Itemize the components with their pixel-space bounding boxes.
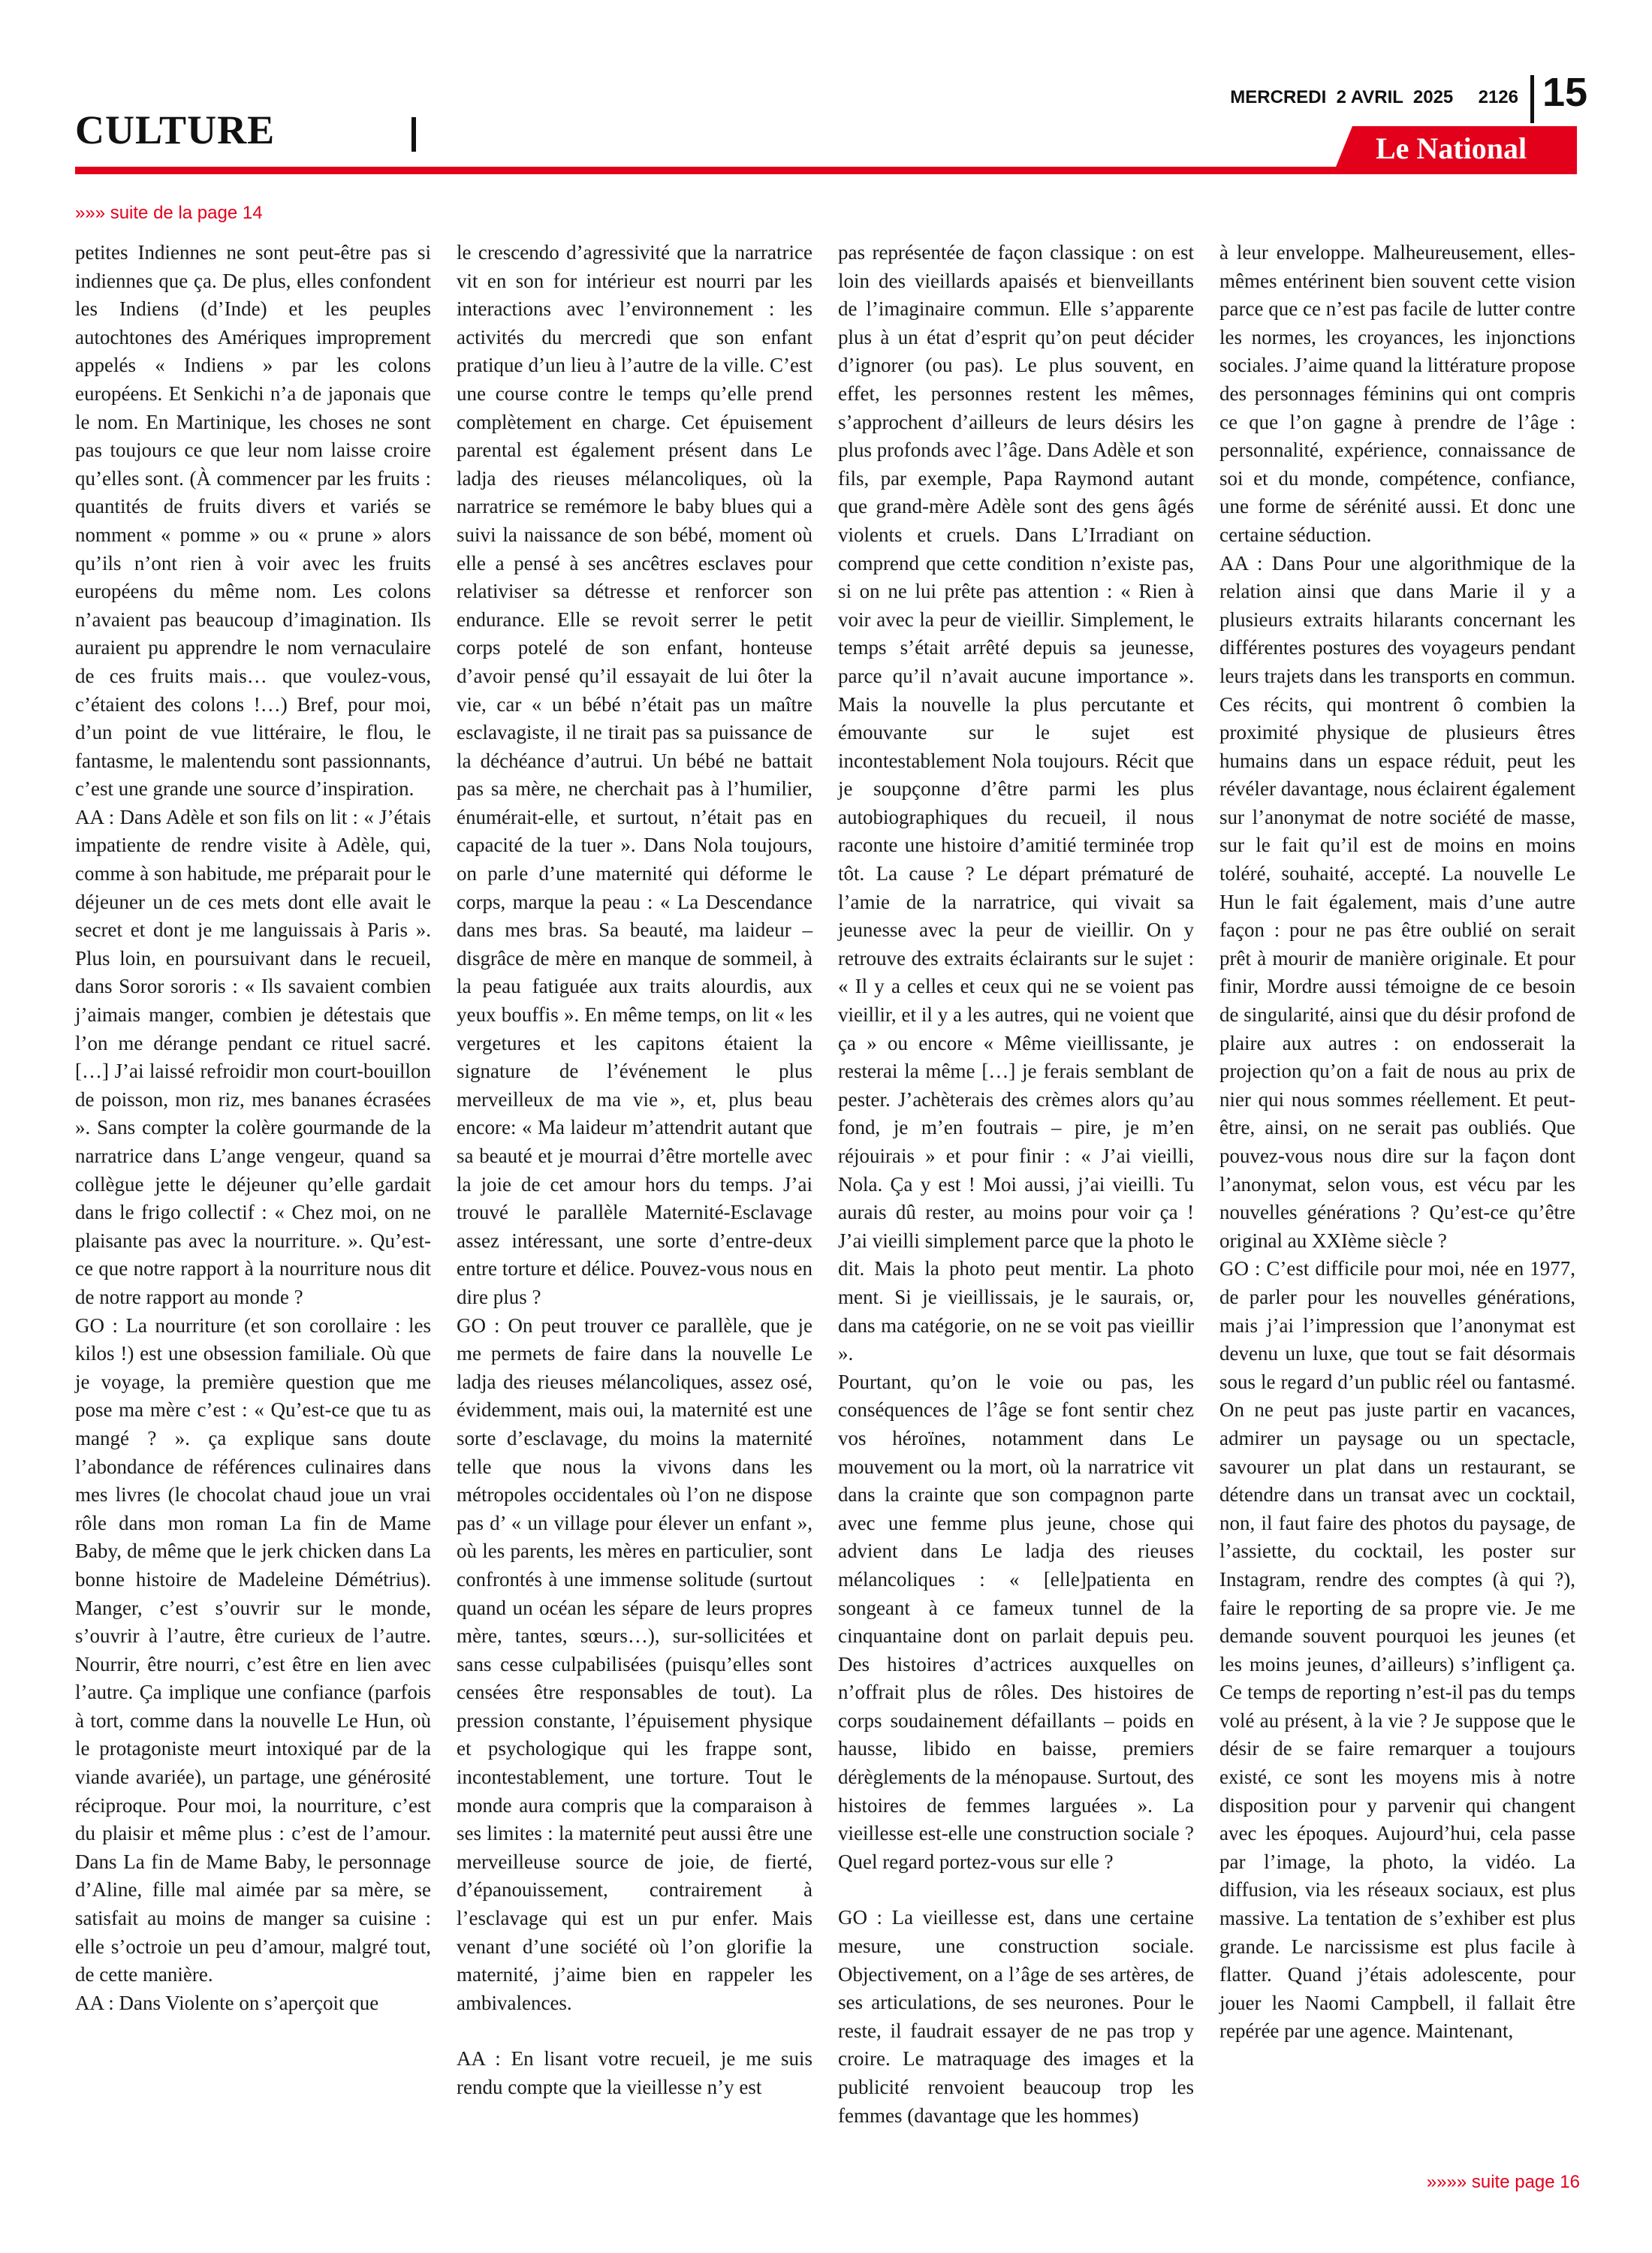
page-number-divider [1530,75,1534,123]
article-column-3 [838,239,1194,2130]
paragraph: à leur enveloppe. Malheureusement, elles-mêmes entérinent bien souvent cette vision parce que ce n’est pas facile de lutter contre les normes, les croyances, les injonctions sociales. J’aime quand la littérature propose des personnages féminins qui ont compris ce que l’on gagne à prendre de l’âge : personnalité, expérience, connaissance de soi et du monde, compétence, confiance, une forme de sérénité aussi. Et donc une certaine séduction. [1219,241,1575,546]
paragraph: petites Indiennes ne sont peut-être pas si indiennes que ça. De plus, elles confondent les Indiens (d’Inde) et les peuples autochtones des Amériques improprement appelés « Indiens » par les colons européens. Et Senkichi n’a de japonais que le nom. En Martinique, les choses ne sont pas toujours ce que leur nom laisse croire qu’elles sont. (À commencer par les fruits : quantités de fruits divers et variés se nomment « pomme » ou « prune » alors qu’ils n’ont rien à voir avec les fruits européens du même nom. Les colons n’avaient pas beaucoup d’imagination. Ils auraient pu apprendre le nom vernaculaire de ces fruits mais… que voulez-vous, c’étaient des colons !…) Bref, pour moi, d’un point de vue littéraire, le flou, le fantasme, le malentendu sont passionnants, c’est une grande une source d’inspiration. [75,241,431,801]
section-title-bar [411,117,416,152]
article-column-2 [457,239,812,2102]
issue-date-line [1230,87,1518,108]
paragraph: GO : La nourriture (et son corollaire : les kilos !) est une obsession familiale. Où que je voyage, la première question que me pose ma mère c’est : « Qu’est-ce que tu as mangé ? ». ça explique sans doute l’abondance de références culinaires dans mes livres (le chocolat chaud joue un vrai rôle dans mon roman La fin de Mame Baby, de même que le jerk chicken dans La bonne histoire de Madeleine Démétrius). Manger, c’est s’ouvrir sur le monde, s’ouvrir à l’autre, être curieux de l’autre. Nourrir, être nourri, c’est être en lien avec l’autre. Ça implique une confiance (parfois à tort, comme dans la nouvelle Le Hun, où le protagoniste meurt intoxiqué par de la viande avariée), un partage, une générosité réciproque. Pour moi, la nourriture, c’est du plaisir et même plus : c’est de l’amour. Dans La fin de Mame Baby, le personnage d’Aline, fille mal aimée par sa mère, se satisfait au moins de manger sa cuisine : elle s’octroie un peu d’amour, malgré tout, de cette manière. [75,1313,431,1986]
brand-name: Le National [1376,131,1527,165]
paragraph: GO : La vieillesse est, dans une certaine mesure, une construction sociale. Objectivement, on a l’âge de ses artères, de ses articulations, de ses neurones. Pour le reste, il faudrait essayer de ne pas trop y croire. Le matraquage des images et la publicité renvoient beaucoup trop les femmes (davantage que les hommes) [838,1906,1194,2127]
paragraph: GO : C’est difficile pour moi, née en 1977, de parler pour les nouvelles générations, mais j’ai l’impression que l’anonymat est devenu un luxe, que tout se fait désormais sous le regard d’un public réel ou fantasmé. On ne peut pas juste partir en vacances, admirer un paysage ou un spectacle, savourer un plat dans un restaurant, se détendre dans un transat avec un cocktail, non, il faut faire des photos du paysage, de l’assiette, du cocktail, les poster sur Instagram, rendre des comptes (à qui ?), faire le reporting de sa propre vie. Je me demande souvent pourquoi les jeunes (et les moins jeunes, d’ailleurs) s’infligent ça. Ce temps de reporting n’est-il pas du temps volé au présent, à la vie ? Je suppose que le désir de se faire remarquer a toujours existé, ce sont les moyens mis à notre disposition pour y parvenir qui changent avec les époques. Aujourd’hui, cela passe par l’image, la photo, la vidéo. La diffusion, via les réseaux sociaux, est plus massive. La tentation de s’exhiber est plus grande. Le narcissisme est plus facile à flatter. Quand j’étais adolescente, pour jouer les Naomi Campbell, il fallait être repérée par une agence. Maintenant, [1219,1257,1575,2043]
publication-date: MERCREDI 2 AVRIL 2025 [1230,87,1454,107]
paragraph: AA : Dans Violente on s’aperçoit que [75,1991,379,2014]
paragraph: le crescendo d’agressivité que la narratrice vit en son for intérieur est nourri par les interactions avec l’environnement : les activités du mercredi que son enfant pratique d’un lieu à l’autre de la ville. C’est une course contre le temps qu’elle prend complètement en charge. Cet épuisement parental est également présent dans Le ladja des rieuses mélancoliques, où la narratrice se remémore le baby blues qui a suivi la naissance de son bébé, moment où elle a pensé à ses ancêtres esclaves pour relativiser sa détresse et renforcer son endurance. Elle se revoit serrer le petit corps potelé de son enfant, honteuse d’avoir pensé qu’il essayait de lui ôter la vie, car « un bébé n’était pas un maître esclavagiste, il ne tirait pas sa puissance de la déchéance d’autrui. Un bébé ne battait pas sa mère, ne cherchait pas à l’humilier, énumérait-elle, et surtout, n’était pas en capacité de la tuer ». Dans Nola toujours, on parle d’une maternité qui déforme le corps, marque la peau : « La Descendance dans mes bras. Sa beauté, ma laideur – disgrâce de mère en manque de sommeil, à la peau fatiguée aux traits alourdis, aux yeux bouffis ». En même temps, on lit « les vergetures et les capitons étaient la signature de l’événement le plus merveilleux de ma vie », et, plus beau encore: « Ma laideur m’attendrit autant que sa beauté et je mourrai d’être mortelle avec la joie de cet amour hors du temps. J’ai trouvé le parallèle Maternité-Esclavage assez intéressant, une sorte d’entre-deux entre torture et délice. Pouvez-vous nous en dire plus ? [457,241,812,1308]
paragraph: AA : En lisant votre recueil, je me suis rendu compte que la vieillesse n’y est [457,2047,812,2098]
paragraph: AA : Dans Adèle et son fils on lit : « J’étais impatiente de rendre visite à Adèle, qui, comme à son habitude, me préparait pour le déjeuner un de ces mets dont elle avait le secret et dont je me languissais à Paris ». Plus loin, en poursuivant dans le recueil, dans Soror sororis : « Ils savaient combien j’aimais manger, combien je détestais que l’on me dérange pendant ce rituel sacré. […] J’ai laissé refroidir mon court-bouillon de poisson, mon riz, mes bananes écrasées ». Sans compter la colère gourmande de la narratrice dans L’ange vengeur, quand sa collègue jette le déjeuner qu’elle gardait dans le frigo collectif : « Chez moi, on ne plaisante pas avec la nourriture. ». Qu’est-ce que notre rapport à la nourriture nous dit de notre rapport au monde ? [75,805,431,1308]
issue-number: 2126 [1478,87,1518,107]
section-title: CULTURE [75,107,276,152]
continued-from-link[interactable]: »»» suite de la page 14 [75,203,263,223]
paragraph: GO : On peut trouver ce parallèle, que je me permets de faire dans la nouvelle Le ladja des rieuses mélancoliques, assez osé, évidemment, mais oui, la maternité est une sorte d’esclavage, du moins la maternité telle que nous la vivons dans les métropoles occidentales où l’on ne dispose pas d’ « un village pour élever un enfant », où les parents, les mères en particulier, sont confrontés à une immense solitude (surtout quand un océan les sépare de leurs propres mère, tantes, sœurs…), sur-sollicitées et sans cesse culpabilisées (puisqu’elles sont censées être responsables de tout). La pression constante, l’épuisement physique et psychologique qui les frappe sont, incontestablement, une torture. Tout le monde aura compris que la comparaison à ses limites : la maternité peut aussi être une merveilleuse source de joie, de fierté, d’épanouissement, contrairement à l’esclavage qui est un pur enfer. Mais venant d’une société où l’on glorifie la maternité, j’aime bien en rappeler les ambivalences. [457,1313,812,2014]
article-column-4 [1219,239,1575,2046]
paragraph: pas représentée de façon classique : on est loin des vieillards apaisés et bienveillants de l’imaginaire commun. Elle s’apparente plus à un état d’esprit qu’on peut décider d’ignorer (ou pas). Le plus souvent, en effet, les personnes restent les mêmes, s’approchent d’ailleurs de leurs désirs les plus profonds avec l’âge. Dans Adèle et son fils, par exemple, Papa Raymond autant que grand-mère Adèle sont des gens âgés violents et cruels. Dans L’Irradiant on comprend que cette condition n’existe pas, si on ne lui prête pas attention : « Rien à voir avec la peur de vieillir. Simplement, le temps s’était arrêté depuis sa jeunesse, parce qu’il n’avait aucune importance ». Mais la nouvelle la plus percutante et émouvante sur le sujet est incontestablement Nola toujours. Récit que je soupçonne d’être parmi les plus autobiographiques du recueil, il nous raconte une histoire d’amitié terminée trop tôt. La cause ? Le départ prématuré de l’amie de la narratrice, qui vivait sa jeunesse avec la peur de vieillir. On y retrouve des extraits éclairants sur le sujet : « Il y a celles et ceux qui ne se voient pas vieillir, et il y a les autres, qui ne voient que ça » ou encore « Même vieillissante, je resterai la même […] je ferais semblant de pester. J’achèterais des crèmes alors qu’au fond, je m’en foutrais – pire, je m’en réjouirais » et pour finir : « J’ai vieilli, Nola. Ça y est ! Moi aussi, j’ai vieilli. Tu aurais dû rester, au moins pour voir ça ! J’ai vieilli simplement parce que la photo le dit. Mais la photo peut mentir. La photo ment. Si je vieillissais, je le saurais, or, dans ma catégorie, on ne se voit pas vieillir ». [838,241,1194,1365]
page-number: 15 [1542,70,1588,115]
paragraph: AA : Dans Pour une algorithmique de la relation ainsi que dans Marie il y a plusieurs extraits hilarants concernant les différentes postures des voyageurs pendant leurs trajets dans les transports en commun. Ces récits, qui montrent ô combien la proximité physique de plusieurs êtres humains dans un espace réduit, peut les révéler davantage, nous éclairent également sur l’anonymat de notre société de masse, sur le fait qu’il est de moins en moins toléré, souhaité, accepté. La nouvelle Le Hun le fait également, mais d’une autre façon : pour ne pas être oublié on serait prêt à mourir de manière originale. Et pour finir, Mordre aussi témoigne de ce besoin de singularité, ainsi que du désir profond de plaire aux autres : on endosserait la projection qu’on a fait de nous au prix de nier qui nous sommes réellement. Et peut-être, ainsi, on ne serait pas oubliés. Que pouvez-vous nous dire sur la façon dont l’anonymat, selon vous, est vécu par les nouvelles générations ? Qu’est-ce qu’être original au XXIème siècle ? [1219,551,1575,1252]
article-column-1 [75,239,431,2017]
continued-to-link[interactable]: »»»» suite page 16 [1426,2172,1580,2192]
paragraph: Pourtant, qu’on le voie ou pas, les conséquences de l’âge se font sentir chez vos héroïnes, notamment dans Le mouvement ou la mort, où la narratrice vit dans la crainte que son compagnon parte avec une femme plus jeune, chose qui advient dans Le ladja des rieuses mélancoliques : « [elle]patienta en songeant à ce fameux tunnel de la cinquantaine dont on parlait depuis peu. Des histoires d’actrices auxquelles on n’offrait plus de rôles. Des histoires de corps soudainement défaillants – poids en hausse, libido en baisse, premiers dérèglements de la ménopause. Surtout, des histoires de femmes larguées ». La vieillesse est-elle une construction sociale ? Quel regard portez-vous sur elle ? [838,1370,1194,1873]
